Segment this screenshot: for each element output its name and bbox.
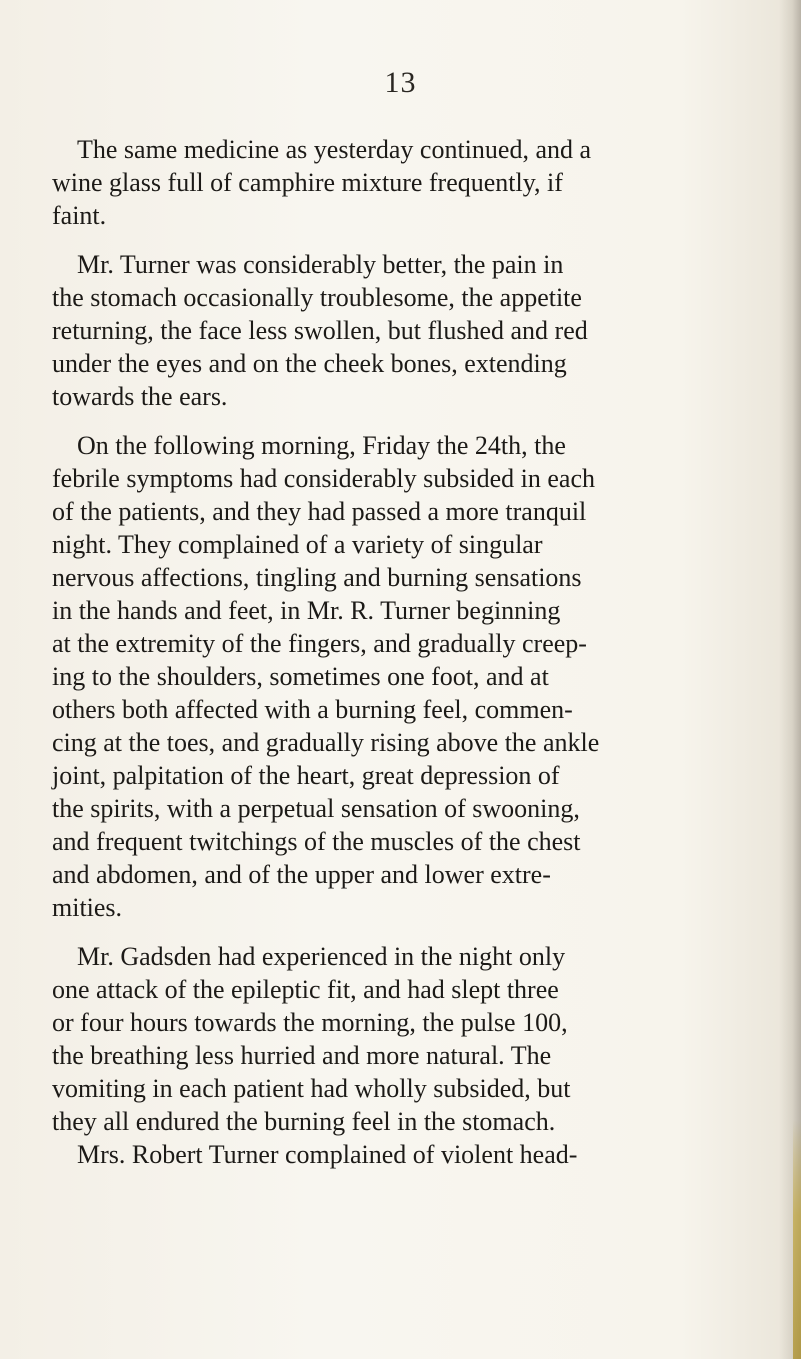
- text-line: they all endured the burning feel in the stomach.: [52, 1107, 556, 1136]
- text-line: wine glass full of camphire mixture frequently, if: [52, 168, 563, 197]
- text-line: vomiting in each patient had wholly subsided, but: [52, 1074, 571, 1103]
- text-line: joint, palpitation of the heart, great depression of: [52, 761, 560, 790]
- text-line: faint.: [52, 201, 107, 230]
- text-line: night. They complained of a variety of singular: [52, 530, 543, 559]
- paragraph-following-morning: [52, 429, 657, 924]
- text-line: the breathing less hurried and more natural. The: [52, 1041, 552, 1070]
- text-line: the spirits, with a perpetual sensation of swooning,: [52, 794, 580, 823]
- text-line: the stomach occasionally troublesome, the appetite: [52, 283, 582, 312]
- text-line: and abdomen, and of the upper and lower extre-: [52, 860, 551, 889]
- page-edge-stain: [793, 1120, 801, 1359]
- paragraph-mr-gadsden: [52, 940, 657, 1171]
- text-line: febrile symptoms had considerably subsided in each: [52, 464, 595, 493]
- text-line: in the hands and feet, in Mr. R. Turner beginning: [52, 596, 561, 625]
- text-line: or four hours towards the morning, the pulse 100,: [52, 1008, 568, 1037]
- text-line: Mr. Turner was considerably better, the pain in: [77, 250, 564, 279]
- text-line: The same medicine as yesterday continued, and a: [77, 135, 592, 164]
- page-number: 13: [384, 66, 417, 99]
- paragraph-mr-turner: [52, 248, 657, 413]
- text-line: of the patients, and they had passed a more tranquil: [52, 497, 587, 526]
- text-line: towards the ears.: [52, 382, 228, 411]
- text-line: returning, the face less swollen, but flushed and red: [52, 316, 588, 345]
- text-line: Mr. Gadsden had experienced in the night only: [77, 942, 566, 971]
- text-line: under the eyes and on the cheek bones, extending: [52, 349, 567, 378]
- text-line: On the following morning, Friday the 24th, the: [77, 431, 566, 460]
- text-line: others both affected with a burning feel, commen-: [52, 695, 573, 724]
- text-line: nervous affections, tingling and burning sensations: [52, 563, 582, 592]
- text-line: one attack of the epileptic fit, and had slept three: [52, 975, 559, 1004]
- text-line: Mrs. Robert Turner complained of violent head-: [77, 1140, 578, 1169]
- text-line: cing at the toes, and gradually rising above the ankle: [52, 728, 600, 757]
- text-line: mities.: [52, 893, 123, 922]
- text-line: ing to the shoulders, sometimes one foot, and at: [52, 662, 549, 691]
- body-text: [52, 133, 657, 1187]
- text-line: and frequent twitchings of the muscles of the chest: [52, 827, 581, 856]
- text-line: at the extremity of the fingers, and gradually creep-: [52, 629, 587, 658]
- paragraph-medicine: [52, 133, 657, 232]
